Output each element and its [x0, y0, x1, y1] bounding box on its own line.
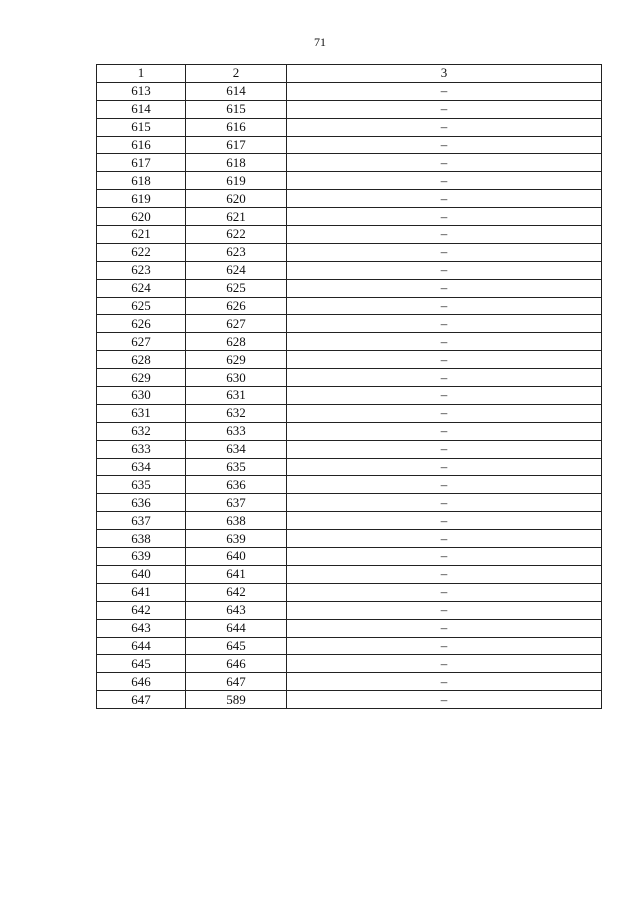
table-row — [97, 548, 602, 566]
table-cell-col-3: – — [287, 172, 602, 190]
table-cell-col-1: 647 — [97, 691, 186, 709]
table-cell-col-2: 630 — [186, 369, 287, 387]
data-table — [96, 64, 602, 709]
header-row — [97, 65, 602, 83]
table-cell-col-2: 619 — [186, 172, 287, 190]
table-row — [97, 226, 602, 244]
table-row — [97, 190, 602, 208]
table-row — [97, 476, 602, 494]
table-cell-col-3: – — [287, 458, 602, 476]
table-cell-col-1: 629 — [97, 369, 186, 387]
table-row — [97, 351, 602, 369]
table-row — [97, 82, 602, 100]
table-cell-col-2: 621 — [186, 208, 287, 226]
table-row — [97, 243, 602, 261]
table-row — [97, 440, 602, 458]
table-cell-col-2: 635 — [186, 458, 287, 476]
table-cell-col-1: 633 — [97, 440, 186, 458]
table-cell-col-2: 628 — [186, 333, 287, 351]
table-cell-col-3: – — [287, 583, 602, 601]
table-cell-col-1: 630 — [97, 387, 186, 405]
table-cell-col-3: – — [287, 387, 602, 405]
table-cell-col-2: 617 — [186, 136, 287, 154]
table-cell-col-3: – — [287, 619, 602, 637]
table-cell-col-3: – — [287, 369, 602, 387]
table-row — [97, 637, 602, 655]
table-cell-col-3: – — [287, 243, 602, 261]
table-cell-col-1: 643 — [97, 619, 186, 637]
table-cell-col-1: 618 — [97, 172, 186, 190]
table-cell-col-1: 636 — [97, 494, 186, 512]
table-cell-col-1: 620 — [97, 208, 186, 226]
table-row — [97, 404, 602, 422]
table-cell-col-3: – — [287, 440, 602, 458]
table-cell-col-3: – — [287, 476, 602, 494]
column-header-3: 3 — [287, 65, 602, 83]
table-row — [97, 136, 602, 154]
table-cell-col-1: 639 — [97, 548, 186, 566]
table-cell-col-3: – — [287, 601, 602, 619]
table-cell-col-1: 623 — [97, 261, 186, 279]
page-number: 71 — [314, 35, 326, 49]
table-cell-col-2: 638 — [186, 512, 287, 530]
table-row — [97, 601, 602, 619]
table-cell-col-1: 634 — [97, 458, 186, 476]
table-cell-col-3: – — [287, 673, 602, 691]
table-cell-col-2: 642 — [186, 583, 287, 601]
table-cell-col-3: – — [287, 82, 602, 100]
table-cell-col-2: 625 — [186, 279, 287, 297]
table-cell-col-3: – — [287, 548, 602, 566]
table-cell-col-2: 637 — [186, 494, 287, 512]
table-row — [97, 100, 602, 118]
table-cell-col-1: 617 — [97, 154, 186, 172]
table-cell-col-2: 629 — [186, 351, 287, 369]
table-cell-col-1: 642 — [97, 601, 186, 619]
column-header-2: 2 — [186, 65, 287, 83]
table-row — [97, 387, 602, 405]
table-header — [97, 65, 602, 83]
table-cell-col-2: 615 — [186, 100, 287, 118]
table-row — [97, 673, 602, 691]
table-cell-col-2: 640 — [186, 548, 287, 566]
table-row — [97, 565, 602, 583]
table-cell-col-3: – — [287, 279, 602, 297]
table-cell-col-1: 627 — [97, 333, 186, 351]
table-cell-col-2: 618 — [186, 154, 287, 172]
table-cell-col-3: – — [287, 333, 602, 351]
table-row — [97, 583, 602, 601]
table-row — [97, 315, 602, 333]
table-cell-col-2: 647 — [186, 673, 287, 691]
table-cell-col-2: 623 — [186, 243, 287, 261]
table-row — [97, 297, 602, 315]
table-cell-col-2: 624 — [186, 261, 287, 279]
table-cell-col-2: 631 — [186, 387, 287, 405]
table-cell-col-1: 622 — [97, 243, 186, 261]
table-row — [97, 530, 602, 548]
table-cell-col-2: 622 — [186, 226, 287, 244]
table-cell-col-3: – — [287, 154, 602, 172]
table-row — [97, 655, 602, 673]
table-row — [97, 512, 602, 530]
table-cell-col-1: 625 — [97, 297, 186, 315]
table-row — [97, 619, 602, 637]
table-cell-col-3: – — [287, 565, 602, 583]
table-cell-col-2: 632 — [186, 404, 287, 422]
table-cell-col-3: – — [287, 512, 602, 530]
table-cell-col-3: – — [287, 208, 602, 226]
table-cell-col-3: – — [287, 691, 602, 709]
table-row — [97, 118, 602, 136]
table-cell-col-2: 645 — [186, 637, 287, 655]
table-cell-col-2: 616 — [186, 118, 287, 136]
table-cell-col-3: – — [287, 404, 602, 422]
table-cell-col-1: 628 — [97, 351, 186, 369]
table-cell-col-1: 631 — [97, 404, 186, 422]
table-row — [97, 279, 602, 297]
table-cell-col-3: – — [287, 136, 602, 154]
table-cell-col-1: 615 — [97, 118, 186, 136]
table-cell-col-3: – — [287, 494, 602, 512]
table-cell-col-2: 620 — [186, 190, 287, 208]
table-cell-col-3: – — [287, 637, 602, 655]
table-cell-col-2: 626 — [186, 297, 287, 315]
table-cell-col-2: 636 — [186, 476, 287, 494]
table-cell-col-2: 639 — [186, 530, 287, 548]
table-cell-col-3: – — [287, 655, 602, 673]
table-cell-col-2: 644 — [186, 619, 287, 637]
table-cell-col-1: 638 — [97, 530, 186, 548]
table-cell-col-3: – — [287, 226, 602, 244]
table-cell-col-3: – — [287, 118, 602, 136]
table-cell-col-2: 589 — [186, 691, 287, 709]
table-row — [97, 208, 602, 226]
table-cell-col-1: 632 — [97, 422, 186, 440]
table-cell-col-1: 644 — [97, 637, 186, 655]
table-cell-col-1: 621 — [97, 226, 186, 244]
table-cell-col-2: 614 — [186, 82, 287, 100]
table-row — [97, 691, 602, 709]
table-row — [97, 172, 602, 190]
table-row — [97, 261, 602, 279]
table-cell-col-2: 627 — [186, 315, 287, 333]
table-row — [97, 333, 602, 351]
table-row — [97, 369, 602, 387]
table-cell-col-3: – — [287, 422, 602, 440]
table-cell-col-3: – — [287, 530, 602, 548]
table-row — [97, 154, 602, 172]
table-cell-col-2: 634 — [186, 440, 287, 458]
table-cell-col-1: 635 — [97, 476, 186, 494]
table-cell-col-1: 616 — [97, 136, 186, 154]
table-row — [97, 422, 602, 440]
table-cell-col-2: 641 — [186, 565, 287, 583]
table-body — [97, 82, 602, 708]
table-row — [97, 458, 602, 476]
table-cell-col-1: 640 — [97, 565, 186, 583]
table-cell-col-1: 645 — [97, 655, 186, 673]
table-cell-col-3: – — [287, 190, 602, 208]
table-cell-col-1: 613 — [97, 82, 186, 100]
table-cell-col-1: 637 — [97, 512, 186, 530]
table-cell-col-1: 646 — [97, 673, 186, 691]
table-cell-col-3: – — [287, 297, 602, 315]
table-cell-col-1: 626 — [97, 315, 186, 333]
table-cell-col-3: – — [287, 351, 602, 369]
column-header-1: 1 — [97, 65, 186, 83]
table-cell-col-1: 641 — [97, 583, 186, 601]
table-row — [97, 494, 602, 512]
table-cell-col-2: 646 — [186, 655, 287, 673]
table-cell-col-1: 624 — [97, 279, 186, 297]
table-cell-col-3: – — [287, 100, 602, 118]
table-cell-col-2: 643 — [186, 601, 287, 619]
table-cell-col-1: 614 — [97, 100, 186, 118]
table-cell-col-3: – — [287, 261, 602, 279]
table-cell-col-2: 633 — [186, 422, 287, 440]
table-cell-col-3: – — [287, 315, 602, 333]
table-cell-col-1: 619 — [97, 190, 186, 208]
